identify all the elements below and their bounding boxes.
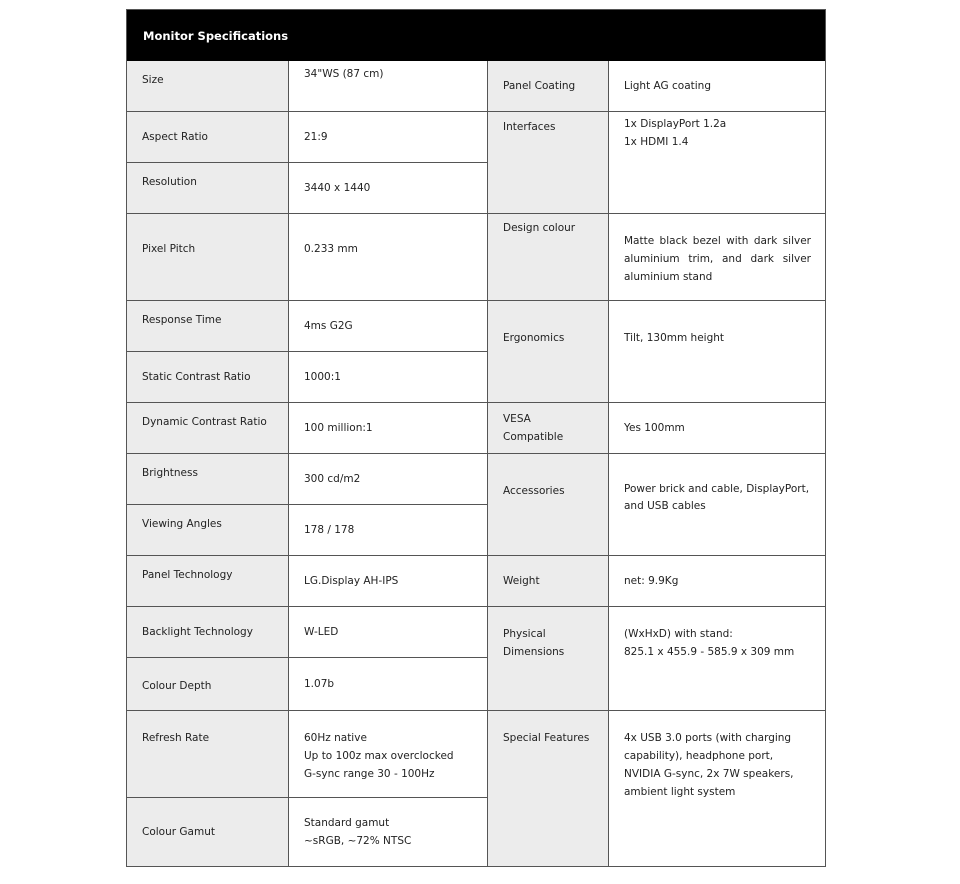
spec-label-backlight (127, 607, 289, 658)
spec-value-brightness (289, 454, 488, 505)
spec-label-resolution: Resolution (127, 163, 289, 214)
spec-label-colour-gamut (127, 798, 289, 866)
pixel-pitch-label-text: Pixel Pitch (142, 243, 196, 255)
viewing-angles-value-text: 178 / 178 (304, 524, 355, 536)
aspect-ratio-value-text: 21:9 (304, 131, 328, 143)
panel-coating-value-text: Light AG coating (624, 80, 711, 92)
spec-label-panel-technology: Panel Technology (127, 556, 289, 607)
spec-label-refresh-rate: Refresh Rate (127, 711, 289, 798)
spec-label-brightness: Brightness (127, 454, 289, 505)
spec-label-physical-dimensions: Physical Dimensions (488, 607, 609, 711)
spec-label-dynamic-contrast: Dynamic Contrast Ratio (127, 403, 289, 454)
spec-value-colour-depth (289, 658, 488, 711)
spec-label-panel-coating (488, 61, 609, 112)
spec-label-pixel-pitch (127, 214, 289, 301)
aspect-ratio-label-text: Aspect Ratio (142, 131, 208, 143)
spec-label-ergonomics: Ergonomics (488, 301, 609, 403)
pixel-pitch-value-text: 0.233 mm (304, 243, 358, 255)
spec-value-panel-technology (289, 556, 488, 607)
spec-value-special-features: 4x USB 3.0 ports (with charging capability), headphone port, NVIDIA G-sync, 2x 7W speakers, ambient light system (609, 711, 825, 866)
spec-value-resolution (289, 163, 488, 214)
spec-label-colour-depth (127, 658, 289, 711)
spec-value-backlight (289, 607, 488, 658)
spec-label-special-features: Special Features (488, 711, 609, 866)
weight-value-text: net: 9.9Kg (624, 575, 679, 587)
colour-depth-value-text: 1.07b (304, 678, 335, 690)
spec-label-design-colour: Design colour (488, 214, 609, 301)
panel-technology-value-text: LG.Display AH-IPS (304, 575, 399, 587)
spec-value-physical-dimensions: (WxHxD) with stand: 825.1 x 455.9 - 585.9 x 309 mm (609, 607, 825, 711)
spec-label-viewing-angles: Viewing Angles (127, 505, 289, 556)
backlight-label-text: Backlight Technology (142, 626, 253, 638)
weight-label-text: Weight (503, 575, 540, 587)
spec-value-accessories: Power brick and cable, DisplayPort, and USB cables (609, 454, 825, 556)
spec-label-size: Size (127, 61, 289, 112)
colour-depth-label-text: Colour Depth (142, 680, 212, 692)
spec-value-vesa (609, 403, 825, 454)
spec-value-design-colour: Matte black bezel with dark silver aluminium trim, and dark silver aluminium stand (609, 214, 825, 301)
dynamic-contrast-value-text: 100 million:1 (304, 422, 373, 434)
spec-label-accessories: Accessories (488, 454, 609, 556)
spec-label-weight (488, 556, 609, 607)
spec-label-aspect-ratio (127, 112, 289, 163)
spec-value-ergonomics: Tilt, 130mm height (609, 301, 825, 403)
spec-label-vesa (488, 403, 609, 454)
backlight-value-text: W-LED (304, 626, 339, 638)
specifications-table (126, 9, 826, 867)
vesa-value-text: Yes 100mm (624, 422, 685, 434)
spec-value-interfaces: 1x DisplayPort 1.2a 1x HDMI 1.4 (609, 112, 825, 214)
spec-value-dynamic-contrast (289, 403, 488, 454)
spec-value-weight (609, 556, 825, 607)
spec-value-size: 34"WS (87 cm) (289, 61, 488, 112)
response-time-value-text: 4ms G2G (304, 320, 353, 332)
resolution-value-text: 3440 x 1440 (304, 182, 371, 194)
spec-value-viewing-angles (289, 505, 488, 556)
spec-label-interfaces: Interfaces (488, 112, 609, 214)
spec-value-panel-coating (609, 61, 825, 112)
spec-value-colour-gamut (289, 798, 488, 866)
spec-value-response-time (289, 301, 488, 352)
vesa-label-text: VESA Compatible (503, 413, 564, 443)
spec-label-response-time: Response Time (127, 301, 289, 352)
colour-gamut-value-text: Standard gamut ~sRGB, ~72% NTSC (304, 817, 412, 847)
static-contrast-label-text: Static Contrast Ratio (142, 371, 251, 383)
spec-label-static-contrast (127, 352, 289, 403)
brightness-value-text: 300 cd/m2 (304, 473, 361, 485)
table-header: Monitor Specifications (127, 10, 825, 61)
colour-gamut-label-text: Colour Gamut (142, 826, 215, 838)
spec-value-aspect-ratio (289, 112, 488, 163)
spec-value-static-contrast (289, 352, 488, 403)
spec-value-refresh-rate: 60Hz native Up to 100z max overclocked G-sync range 30 - 100Hz (289, 711, 488, 798)
spec-value-pixel-pitch (289, 214, 488, 301)
static-contrast-value-text: 1000:1 (304, 371, 341, 383)
panel-coating-label-text: Panel Coating (503, 80, 576, 92)
